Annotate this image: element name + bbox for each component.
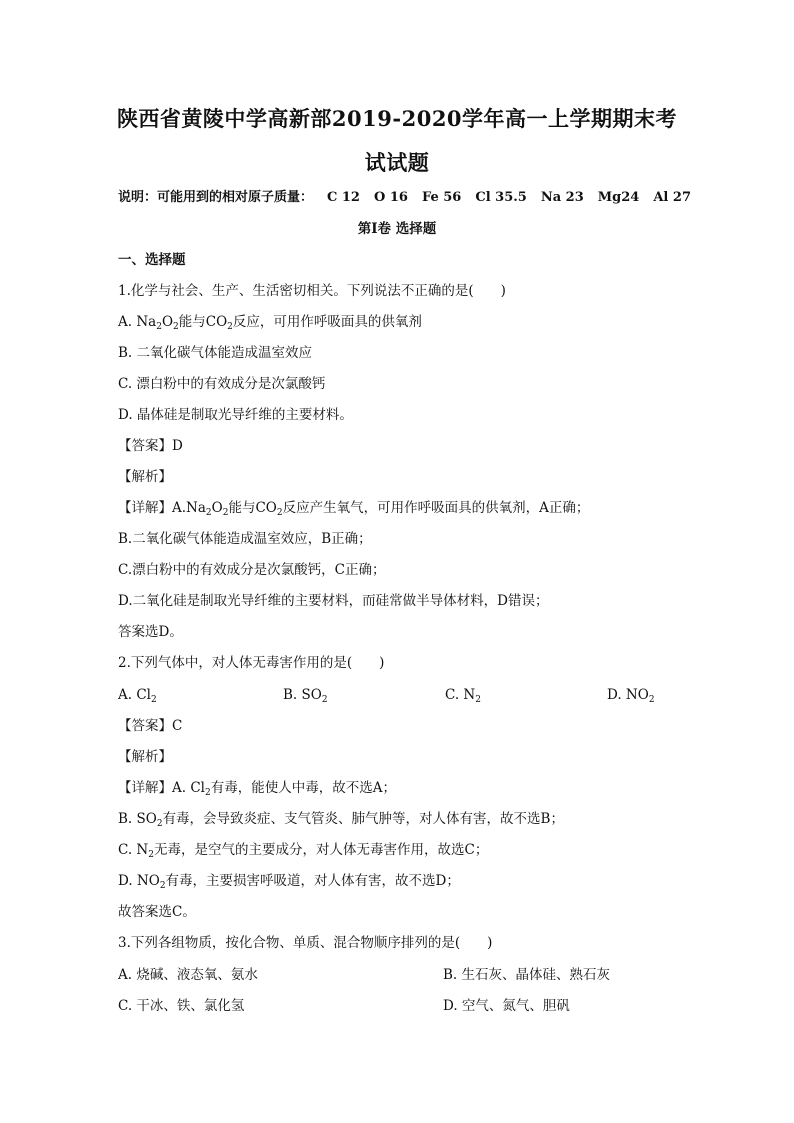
q1-option-b: B. 二氧化碳气体能造成温室效应	[118, 345, 313, 361]
mass-fe: Fe 56	[421, 190, 462, 205]
q2-detail-d: D. $NO_2$有毒，主要损害呼吸道，对人体有害，故不选D；	[118, 873, 460, 891]
q2-detail-c: C. $N_2$无毒，是空气的主要成分，对人体无毒害作用，故选C；	[118, 842, 489, 860]
document-title: 陕西省黄陵中学高新部2019-2020学年高一上学期期末考	[116, 106, 678, 131]
q2-detail-b: B. $SO_2$有毒，会导致炎症、支气管炎、肺气肿等，对人体有害，故不选B；	[118, 811, 564, 829]
q2-detail-a: 【详解】A. $Cl_2$有毒，能使人中毒，故不选A；	[118, 780, 396, 798]
mass-mg: Mg24	[597, 190, 640, 205]
mass-al: Al 27	[653, 190, 691, 205]
part-heading: 一、选择题	[118, 252, 186, 268]
q2-option-d: D. $NO_2$	[607, 687, 655, 705]
q2-analysis-heading: 【解析】	[118, 749, 172, 765]
mass-c: C 12	[327, 190, 360, 205]
q3-option-b: B. 生石灰、晶体硅、熟石灰	[443, 967, 611, 983]
q1-analysis-heading: 【解析】	[118, 469, 172, 485]
mass-na: Na 23	[540, 190, 584, 205]
q1-stem: 1.化学与社会、生产、生活密切相关。下列说法不正确的是( )	[118, 283, 506, 299]
q1-detail-b: B.二氧化碳气体能造成温室效应，B正确；	[118, 531, 372, 547]
q1-detail-d: D.二氧化硅是制取光导纤维的主要材料，而硅常做半导体材料，D错误；	[118, 593, 549, 609]
q3-option-a: A. 烧碱、液态氧、氨水	[118, 967, 258, 983]
note-label: 说明：可能用到的相对原子质量：	[118, 190, 314, 205]
q1-detail-a: 【详解】$A.Na_2O_2$能与$CO_2$反应产生氧气，可用作呼吸面具的供氧剂，A正确；	[118, 500, 590, 518]
q2-stem: 2.下列气体中，对人体无毒害作用的是( )	[118, 655, 385, 671]
q2-option-a: A. $Cl_2$	[118, 687, 157, 705]
atomic-mass-note	[118, 186, 691, 205]
q1-option-c: C. 漂白粉中的有效成分是次氯酸钙	[118, 376, 326, 392]
q2-option-c: C. $N_2$	[445, 687, 481, 705]
q1-detail-c: C.漂白粉中的有效成分是次氯酸钙，C正确；	[118, 562, 386, 578]
q2-answer: 【答案】C	[118, 718, 183, 734]
q1-option-d: D. 晶体硅是制取光导纤维的主要材料。	[118, 407, 353, 423]
section-title: 第I卷 选择题	[357, 221, 437, 237]
q3-option-c: C. 干冰、铁、氯化氢	[118, 998, 245, 1014]
q2-final-answer: 故答案选C。	[118, 904, 196, 920]
q1-option-a: A. $Na_2O_2$能与$CO_2$反应，可用作呼吸面具的供氧剂	[118, 314, 422, 332]
q2-option-b: B. $SO_2$	[283, 687, 328, 705]
q1-final-answer: 答案选D。	[118, 624, 183, 640]
document-title-continued: 试试题	[364, 150, 430, 175]
mass-o: O 16	[373, 190, 408, 205]
q3-stem: 3.下列各组物质，按化合物、单质、混合物顺序排列的是( )	[118, 935, 493, 951]
q3-option-d: D. 空气、氮气、胆矾	[443, 998, 570, 1014]
q1-answer: 【答案】D	[118, 438, 183, 454]
mass-cl: Cl 35.5	[475, 190, 527, 205]
